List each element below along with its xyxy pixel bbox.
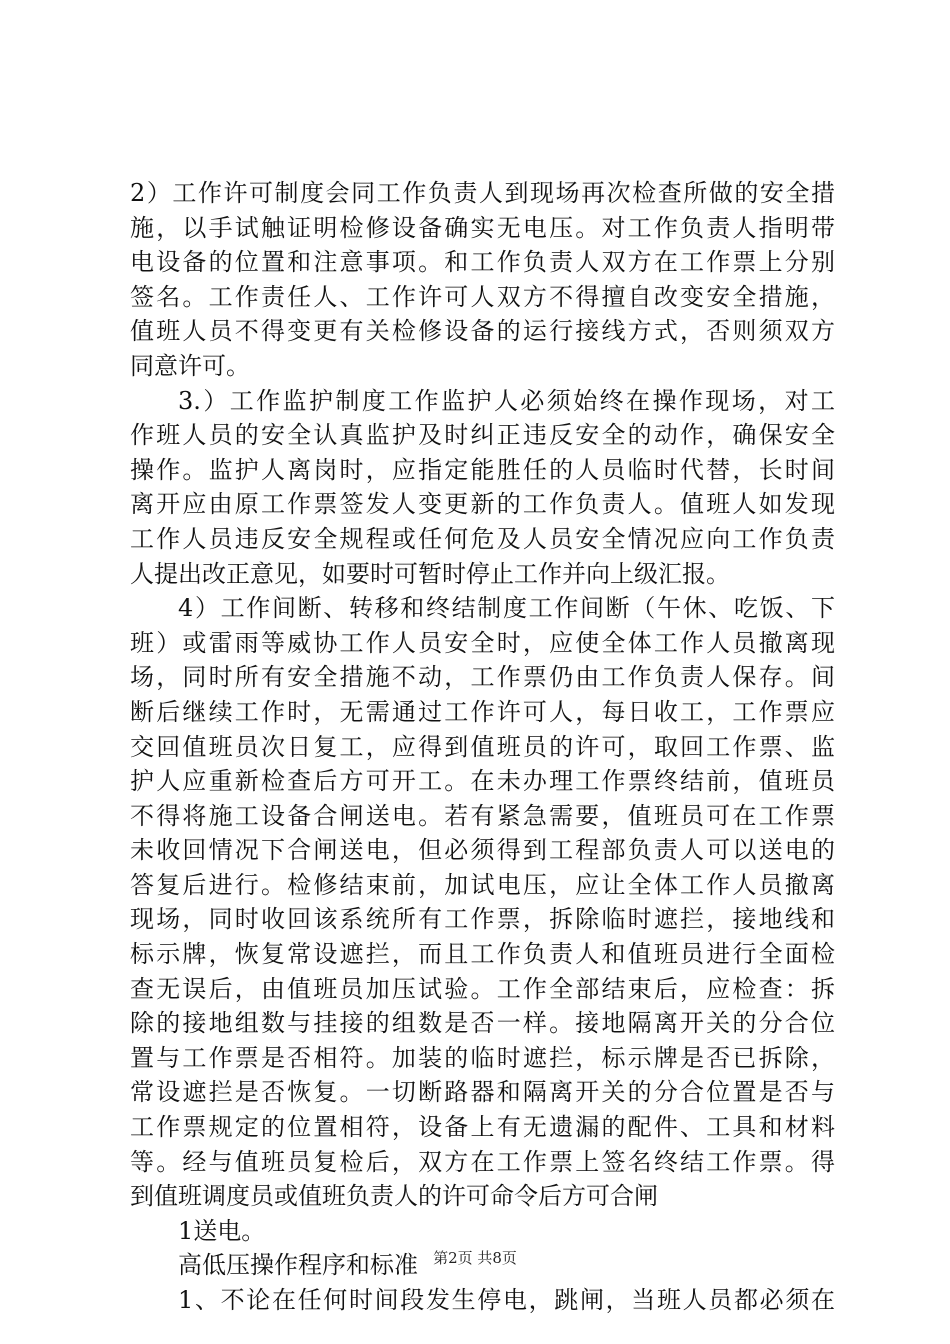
text-line: 班）或雷雨等威协工作人员安全时，应使全体工作人员撤离现 bbox=[130, 628, 835, 657]
document-body bbox=[130, 176, 835, 1318]
text-line: 查无误后，由值班员加压试验。工作全部结束后，应检查：拆 bbox=[130, 974, 835, 1003]
text-line: 等。经与值班员复检后，双方在工作票上签名终结工作票。得 bbox=[130, 1147, 835, 1176]
text-line: 护人应重新检查后方可开工。在未办理工作票终结前，值班员 bbox=[130, 767, 835, 796]
text-line: 答复后进行。检修结束前，加试电压，应让全体工作人员撤离 bbox=[130, 870, 835, 899]
text-line: 同意许可。 bbox=[130, 351, 250, 380]
text-line: 除的接地组数与挂接的组数是否一样。接地隔离开关的分合位 bbox=[130, 1009, 835, 1038]
text-line: 作班人员的安全认真监护及时纠正违反安全的动作，确保安全 bbox=[130, 421, 835, 450]
text-line: 1送电。 bbox=[178, 1216, 266, 1245]
text-line: 交回值班员次日复工，应得到值班员的许可，取回工作票、监 bbox=[130, 732, 835, 761]
text-line: 施，以手试触证明检修设备确实无电压。对工作负责人指明带 bbox=[130, 213, 835, 242]
text-line: 值班人员不得变更有关检修设备的运行接线方式，否则须双方 bbox=[130, 317, 835, 346]
text-line: 现场，同时收回该系统所有工作票，拆除临时遮拦，接地线和 bbox=[130, 905, 835, 934]
text-line: 4）工作间断、转移和终结制度工作间断（午休、吃饭、下 bbox=[178, 594, 835, 623]
text-line: 操作。监护人离岗时，应指定能胜任的人员临时代替，长时间 bbox=[130, 455, 835, 484]
text-line: 1、不论在任何时间段发生停电，跳闸，当班人员都必须在 bbox=[178, 1286, 835, 1314]
text-line: 离开应由原工作票签发人变更新的工作负责人。值班人如发现 bbox=[130, 490, 835, 519]
text-line: 3.）工作监护制度工作监护人必须始终在操作现场，对工 bbox=[178, 386, 835, 415]
text-line: 未收回情况下合闸送电，但必须得到工程部负责人可以送电的 bbox=[130, 836, 835, 865]
text-line: 不得将施工设备合闸送电。若有紧急需要，值班员可在工作票 bbox=[130, 801, 835, 830]
text-line: 高低压操作程序和标准 bbox=[178, 1251, 418, 1280]
text-line: 签名。工作责任人、工作许可人双方不得擅自改变安全措施， bbox=[130, 282, 835, 311]
page-footer: 第2页 共8页 bbox=[433, 1249, 517, 1267]
text-line: 工作人员违反安全规程或任何危及人员安全情况应向工作负责 bbox=[130, 524, 835, 553]
text-line: 工作票规定的位置相符，设备上有无遗漏的配件、工具和材料 bbox=[130, 1113, 835, 1142]
text-line: 标示牌，恢复常设遮拦，而且工作负责人和值班员进行全面检 bbox=[130, 940, 835, 969]
text-line: 置与工作票是否相符。加装的临时遮拦，标示牌是否已拆除， bbox=[130, 1043, 835, 1072]
text-line: 场，同时所有安全措施不动，工作票仍由工作负责人保存。间 bbox=[130, 663, 835, 692]
text-line: 2）工作许可制度会同工作负责人到现场再次检查所做的安全措 bbox=[130, 179, 835, 207]
text-line: 到值班调度员或值班负责人的许可命令后方可合闸 bbox=[130, 1182, 658, 1211]
text-line: 电设备的位置和注意事项。和工作负责人双方在工作票上分别 bbox=[130, 248, 835, 277]
text-line: 常设遮拦是否恢复。一切断路器和隔离开关的分合位置是否与 bbox=[130, 1078, 835, 1107]
text-line: 人提出改正意见，如要时可暂时停止工作并向上级汇报。 bbox=[130, 559, 730, 588]
text-line: 断后继续工作时，无需通过工作许可人，每日收工，工作票应 bbox=[130, 697, 835, 726]
